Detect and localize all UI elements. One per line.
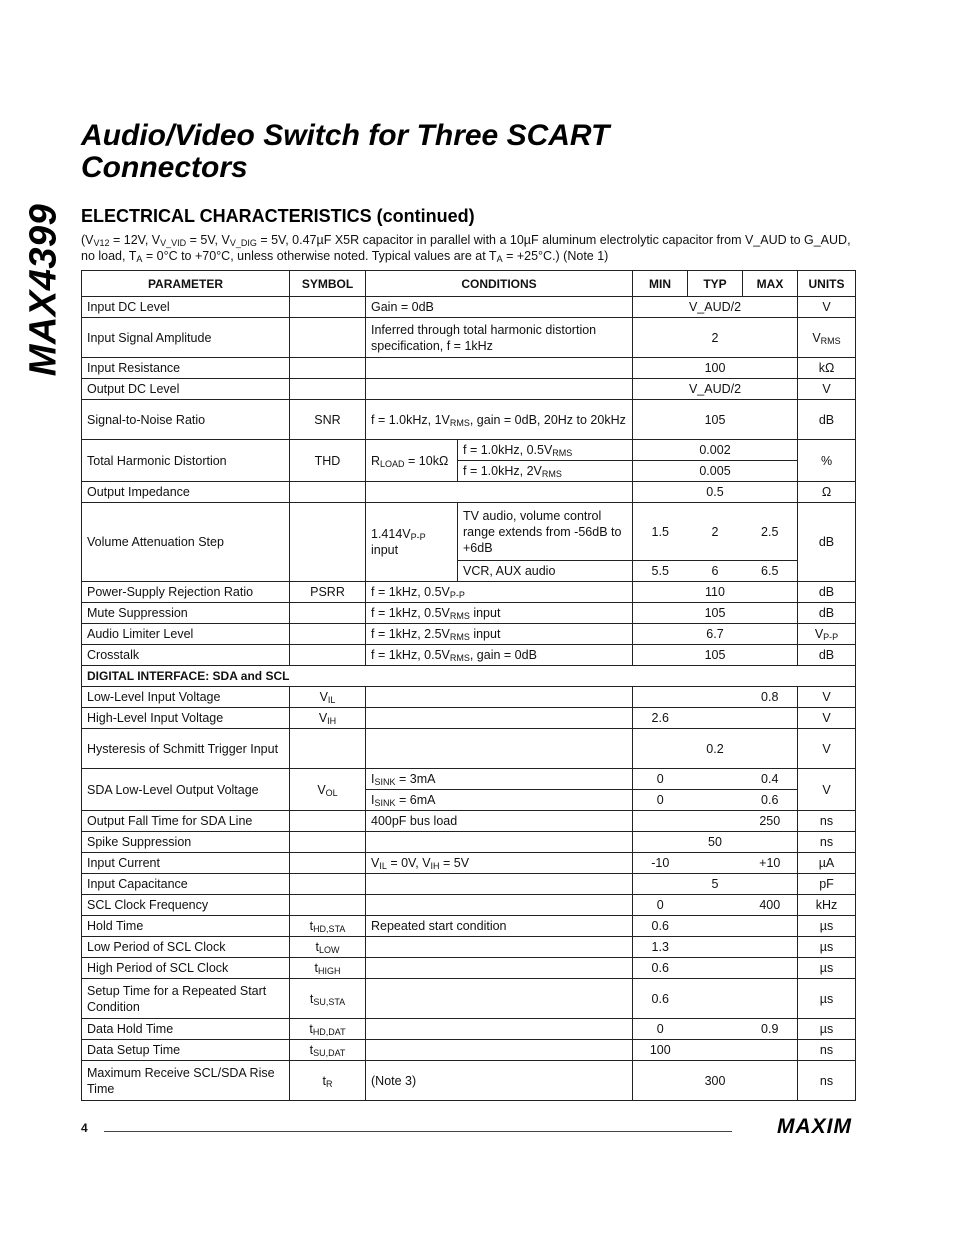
table-row: Input Signal Amplitude Inferred through total harmonic distortion specification, f = 1kHz 2 $V_{RMS}$ (82, 318, 856, 358)
table-row: SCL Clock Frequency 0 400 kHz (82, 895, 856, 916)
table-row: Input Current $V_{IL} = 0V$, $V_{IH} = 5V$ -10 +10 µA (82, 853, 856, 874)
column-header: MIN (633, 271, 688, 297)
footer-rule (104, 1131, 732, 1132)
table-row: Output Fall Time for SDA Line 400pF bus load 250 ns (82, 811, 856, 832)
column-header: UNITS (798, 271, 856, 297)
table-row: Low Period of SCL Clock $t_{LOW}$ 1.3 µs (82, 937, 856, 958)
column-header: MAX (743, 271, 798, 297)
table-row: Output DC Level V_AUD/2 V (82, 379, 856, 400)
table-row: Hysteresis of Schmitt Trigger Input 0.2 V (82, 729, 856, 769)
table-row: Data Hold Time $t_{HD,DAT}$ 0 0.9 µs (82, 1019, 856, 1040)
electrical-characteristics-table (81, 270, 856, 1101)
table-row: Input Capacitance 5 pF (82, 874, 856, 895)
table-row: Low-Level Input Voltage $V_{IL}$ 0.8 V (82, 687, 856, 708)
section-heading: ELECTRICAL CHARACTERISTICS (continued) (81, 206, 475, 226)
column-header: PARAMETER (82, 271, 290, 297)
table-row: SDA Low-Level Output Voltage $V_{OL}$ $I_{SINK} = 3mA$ 0 0.4 V (82, 769, 856, 790)
maxim-logo-text: MAXIM (777, 1115, 852, 1138)
table-row: Audio Limiter Level f = 1kHz, $2.5V_{RMS}$ input 6.7 $V_{P-P}$ (82, 624, 856, 645)
page-number: 4 (81, 1121, 88, 1135)
document-title: Audio/Video Switch for Three SCART Connectors (81, 119, 610, 184)
table-row: Power-Supply Rejection Ratio PSRR f = 1kHz, $0.5V_{P-P}$ 110 dB (82, 582, 856, 603)
maxim-logo (744, 1114, 854, 1138)
table-row: Setup Time for a Repeated Start Condition $t_{SU,STA}$ 0.6 µs (82, 979, 856, 1019)
table-header-row (82, 271, 856, 297)
table-row: High Period of SCL Clock $t_{HIGH}$ 0.6 µs (82, 958, 856, 979)
column-header: TYP (688, 271, 743, 297)
table-row: $I_{SINK} = 6mA$ 0 0.6 (82, 790, 856, 811)
table-row: Mute Suppression f = 1kHz, $0.5V_{RMS}$ input 105 dB (82, 603, 856, 624)
table-row: Output Impedance 0.5 Ω (82, 482, 856, 503)
table-row: Input DC Level Gain = 0dB V_AUD/2 V (82, 297, 856, 318)
table-row: Hold Time $t_{HD,STA}$ Repeated start condition 0.6 µs (82, 916, 856, 937)
table-row: Signal-to-Noise Ratio SNR f = 1.0kHz, $1V_{RMS}$, gain = 0dB, 20Hz to 20kHz 105 dB (82, 400, 856, 440)
table-section-row: DIGITAL INTERFACE: SDA and SCL (82, 666, 856, 687)
test-conditions-note: ($V_{V12} = 12V$, $V_{V\_VID} = 5V$, $V_{V\_DIG} = 5V$, 0.47µF X5R capacitor in parallel with a 10µF aluminum electrolytic capacitor from V_AUD to G_AUD, no load, $T_A = 0^\circ C$ to +70°C, unless otherwise noted. Typical values are at $T_A = +25^\circ C$.) (Note 1) (81, 233, 851, 264)
table-row: Data Setup Time $t_{SU,DAT}$ 100 ns (82, 1040, 856, 1061)
table-row: Total Harmonic Distortion THD $R_{LOAD} = 10k\Omega$ f = 1.0kHz, $0.5V_{RMS}$ 0.002 % (82, 440, 856, 461)
table-row: VCR, AUX audio 5.5 6 6.5 (82, 561, 856, 582)
table-row: Spike Suppression 50 ns (82, 832, 856, 853)
column-header: SYMBOL (290, 271, 366, 297)
table-row: High-Level Input Voltage $V_{IH}$ 2.6 V (82, 708, 856, 729)
table-row: Maximum Receive SCL/SDA Rise Time $t_R$ (Note 3) 300 ns (82, 1061, 856, 1101)
table-row: Input Resistance 100 kΩ (82, 358, 856, 379)
table-row: Volume Attenuation Step $1.414V_{P-P}$ input TV audio, volume control range extends from -56dB to +6dB 1.5 2 2.5 dB (82, 503, 856, 561)
part-number-side-tab (16, 200, 72, 380)
table-row: f = 1.0kHz, $2V_{RMS}$ 0.005 (82, 461, 856, 482)
table-row: Crosstalk f = 1kHz, $0.5V_{RMS}$, gain = 0dB 105 dB (82, 645, 856, 666)
part-number-label: MAX4399 (22, 203, 65, 377)
column-header: CONDITIONS (366, 271, 633, 297)
